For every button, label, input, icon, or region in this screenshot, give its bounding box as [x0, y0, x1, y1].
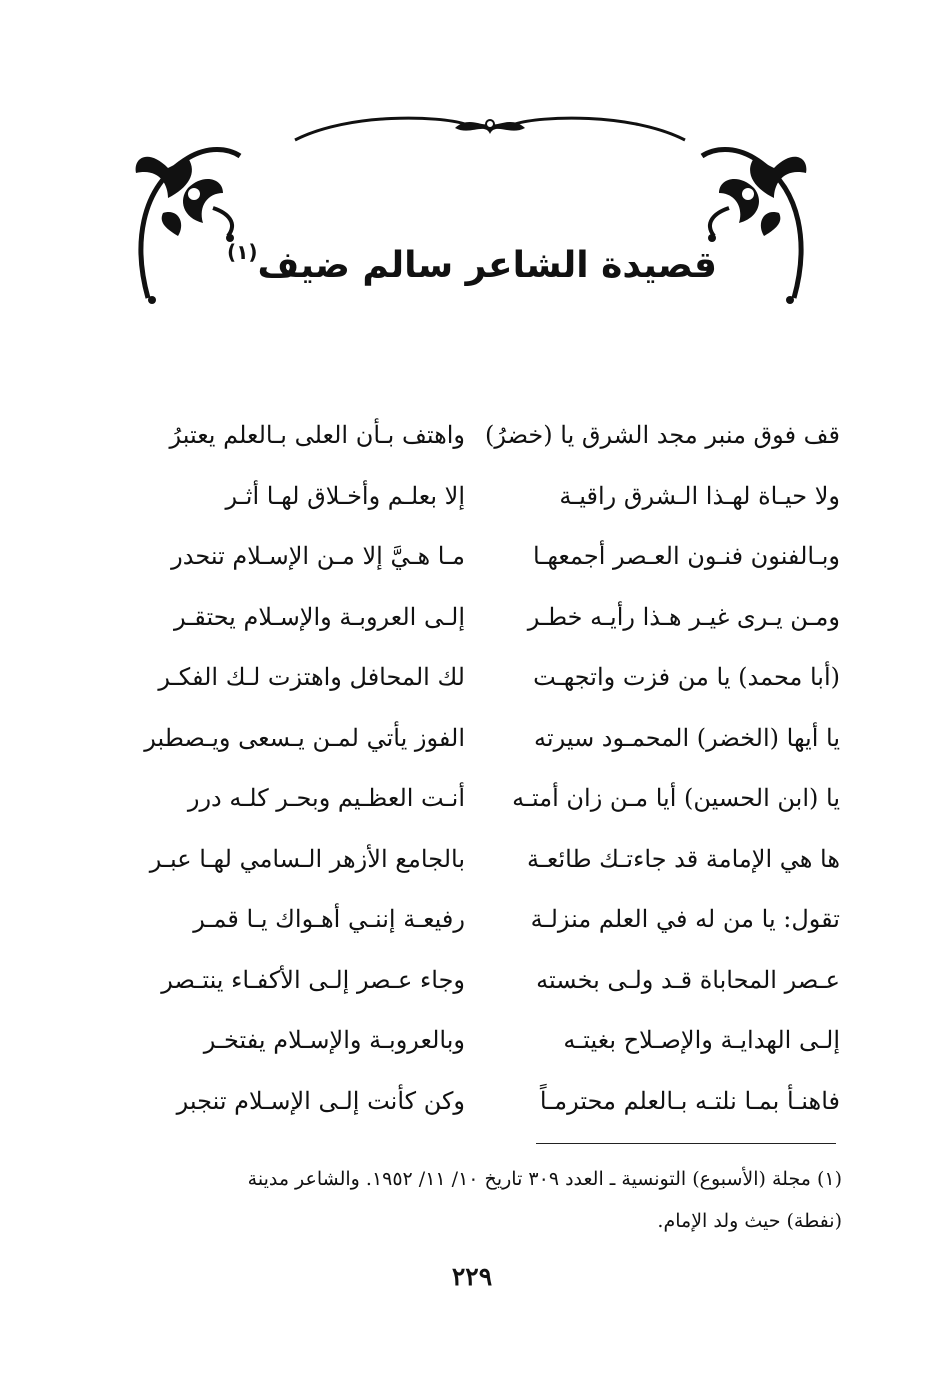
second-hemistich: وجاء عـصر إلـى الأكفـاء ينتـصر	[161, 965, 465, 994]
poem-body	[120, 405, 840, 1131]
first-hemistich: فاهنـأ بمـا نلتـه بـالعلم محترمـاً	[539, 1086, 840, 1115]
verse-line	[120, 647, 840, 708]
second-hemistich: رفيعـة إننـي أهـواك يـا قمـر	[193, 905, 465, 934]
page-number: ٢٢٩	[451, 1262, 493, 1291]
ornament-flourish-icon	[290, 108, 690, 148]
first-hemistich: (أبا محمد) يا من فزت واتجهـت	[533, 663, 840, 692]
poem-title-text: قصيدة الشاعر سالم ضيف	[257, 245, 717, 286]
footnote-divider	[536, 1143, 836, 1144]
second-hemistich: وكن كأنت إلـى الإسـلام تنجبر	[176, 1086, 465, 1115]
second-hemistich: واهتف بـأن العلى بـالعلم يعتبرُ	[169, 421, 465, 450]
second-hemistich: أنـت العظـيم وبحـر كلـه درر	[187, 784, 465, 813]
first-hemistich: يا أيها (الخضر) المحمـود سيرته	[534, 723, 840, 752]
first-hemistich: يا (ابن الحسين) أيا مـن زان أمتـه	[512, 784, 840, 813]
second-hemistich: وبالعروبـة والإسـلام يفتخـر	[203, 1026, 465, 1055]
verse-line	[120, 768, 840, 829]
verse-line	[120, 950, 840, 1011]
verse-line	[120, 1010, 840, 1071]
first-hemistich: ومـن يـرى غيـر هـذا رأيـه خطـر	[527, 602, 840, 631]
second-hemistich: الفوز يأتي لمـن يـسعى ويـصطبر	[144, 723, 465, 752]
verse-line	[120, 889, 840, 950]
footnote	[120, 1158, 842, 1242]
verse-line	[120, 466, 840, 527]
first-hemistich: عـصر المحاباة قـد ولـى بخسته	[536, 965, 840, 994]
verse-line	[120, 1071, 840, 1132]
footnote-line: (نفطة) حيث ولد الإمام.	[657, 1210, 842, 1232]
verse-line	[120, 708, 840, 769]
first-hemistich: تقول: يا من له في العلم منزلـة	[530, 905, 840, 934]
second-hemistich: لك المحافل واهتزت لـك الفكـر	[158, 663, 465, 692]
verse-line	[120, 526, 840, 587]
second-hemistich: إلا بعلـم وأخـلاق لهـا أثـر	[225, 481, 465, 510]
verse-line	[120, 587, 840, 648]
first-hemistich: قف فوق منبر مجد الشرق يا (خضرُ)	[485, 421, 840, 450]
poem-title	[180, 240, 764, 286]
first-hemistich: ولا حيـاة لهـذا الـشرق راقيـة	[559, 481, 840, 510]
verse-line	[120, 405, 840, 466]
verse-line	[120, 829, 840, 890]
footnote-line: (١) مجلة (الأسبوع) التونسية ـ العدد ٣٠٩ تاريخ ١٠/ ١١/ ١٩٥٢. والشاعر مدينة	[247, 1168, 842, 1190]
first-hemistich: إلـى الهدايـة والإصـلاح بغيتـه	[563, 1026, 840, 1055]
second-hemistich: مـا هـيَّ إلا مـن الإسـلام تنحدر	[171, 542, 465, 571]
first-hemistich: وبـالفنون فنـون العـصر أجمعهـا	[533, 542, 840, 571]
second-hemistich: بالجامع الأزهر الـسامي لهـا عبـر	[149, 844, 465, 873]
footnote-marker: (١)	[227, 240, 258, 264]
second-hemistich: إلـى العروبـة والإسـلام يحتقـر	[174, 602, 465, 631]
first-hemistich: ها هي الإمامة قد جاءتـك طائعـة	[526, 844, 840, 873]
